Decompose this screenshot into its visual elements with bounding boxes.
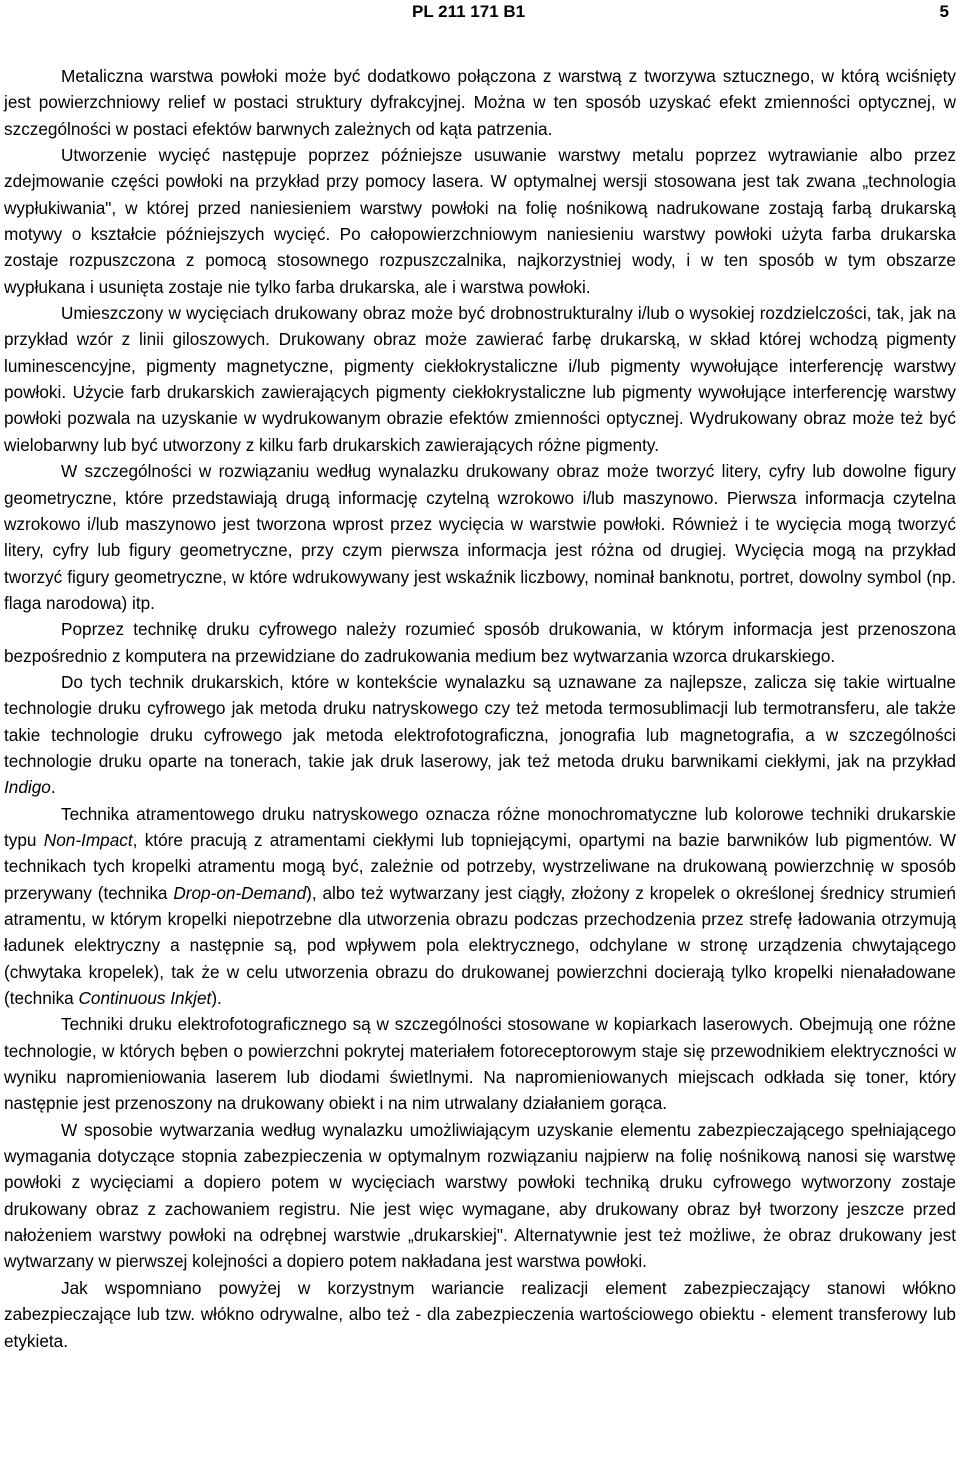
paragraph <box>4 63 956 142</box>
paragraph <box>4 669 956 801</box>
paragraph-text: Poprzez technikę druku cyfrowego należy rozumieć sposób drukowania, w którym informacja jest przenoszona bezpośrednio z komputera na przewidziane do zadrukowania medium bez wytwarzania wzorca drukarskiego. <box>4 619 956 666</box>
paragraph <box>4 1275 956 1354</box>
paragraph-text: Technika atramentowego druku natryskowego oznacza różne monochromatyczne lub kolorowe techniki drukarskie typu <box>4 803 956 850</box>
paragraph <box>4 1117 956 1275</box>
paragraph <box>4 300 956 458</box>
paragraph <box>4 616 956 669</box>
paragraph-text: ). <box>211 988 222 1009</box>
patent-document-id: PL 211 171 B1 <box>412 2 526 21</box>
paragraph-text: . <box>50 777 56 798</box>
paragraph-text: , które pracują z atramentami ciekłymi lub topniejącymi, opartymi na bazie barwników lub pigmentów. W technikach tych kropelki atramentu mogą być, zależnie od potrzeby, wystrzeliwane na drukowaną powierzchnię w sposób przerywany (technika <box>4 829 957 903</box>
paragraph <box>4 142 956 300</box>
paragraph-text: ), albo też wytwarzany jest ciągły, złożony z kropelek o określonej średnicy strumień atramentu, w którym kropelki niepotrzebne dla utworzenia obrazu podczas przechodzenia przez strefę ładowania otrzymują ładunek elektryczny a następnie są, pod wpływem pola elektrycznego, odchylane w stronę urządzenia chwytającego (chwytaka kropelek), tak że w celu utworzenia obrazu do drukowanej powierzchni docierają tylko kropelki nienaładowane (technika <box>4 882 956 1009</box>
body-text <box>4 63 956 1354</box>
paragraph-text: Do tych technik drukarskich, które w kontekście wynalazku są uznawane za najlepsze, zalicza się takie wirtualne technologie druku cyfrowego jak metoda druku natryskowego czy też metoda termosublimacji lub termotransferu, ale także takie technologie druku cyfrowego jak metoda elektrofotograficzna, jonografia lub magnetografia, a w szczególności technologie druku oparte na tonerach, takie jak druk laserowy, jak też metoda druku barwnikami ciekłymi, jak na przykład <box>4 671 956 771</box>
italic-term: Non-Impact <box>43 829 133 850</box>
italic-term: Continuous Inkjet <box>78 988 212 1009</box>
italic-term: Indigo <box>4 777 51 798</box>
paragraph-text: W szczególności w rozwiązaniu według wynalazku drukowany obraz może tworzyć litery, cyfry lub dowolne figury geometryczne, które przedstawiają drugą informację czytelną wzrokowo i/lub maszynowo. Pierwsza informacja czytelna wzrokowo i/lub maszynowo jest tworzona wprost przez wycięcia w warstwie powłoki. Również i te wycięcia mogą tworzyć litery, cyfry lub figury geometryczne, przy czym pierwsza informacja jest różna od drugiej. Wycięcia mogą na przykład tworzyć figury geometryczne, w które wdrukowywany jest wskaźnik liczbowy, nominał banknotu, portret, dowolny symbol (np. flaga narodowa) itp. <box>4 461 956 613</box>
paragraph-text: Umieszczony w wycięciach drukowany obraz może być drobnostrukturalny i/lub o wysokiej rozdzielczości, tak, jak na przykład wzór z linii giloszowych. Drukowany obraz może zawierać farbę drukarską, w skład której wchodzą pigmenty luminescencyjne, pigmenty magnetyczne, pigmenty ciekłokrystaliczne i/lub pigmenty wywołujące interferencję warstwy powłoki. Użycie farb drukarskich zawierających pigmenty ciekłokrystaliczne lub pigmenty wywołujące interferencję warstwy powłoki pozwala na uzyskanie w wydrukowanym obrazie efektów zmienności optycznej. Wydrukowany obraz może też być wielobarwny lub być utworzony z kilku farb drukarskich zawierających różne pigmenty. <box>4 303 956 455</box>
paragraph <box>4 458 956 616</box>
paragraph-text: Techniki druku elektrofotograficznego są w szczególności stosowane w kopiarkach laserowych. Obejmują one różne technologie, w których bęben o powierzchni pokrytej materiałem fotoreceptorowym staje się przewodnikiem elektryczności w wyniku napromieniowania laserem lub diodami świetlnymi. Na napromieniowanych miejscach odkłada się toner, który następnie jest przenoszony na drukowany obiekt i na nim utrwalany działaniem gorąca. <box>4 1014 956 1114</box>
italic-term: Drop-on-Demand <box>173 882 307 903</box>
paragraph-text: Jak wspomniano powyżej w korzystnym wariancie realizacji element zabezpieczający stanowi włókno zabezpieczające lub tzw. włókno odrywalne, albo też - dla zabezpieczenia wartościowego obiektu - element transferowy lub etykieta. <box>4 1277 956 1351</box>
page-number: 5 <box>939 2 949 21</box>
paragraph <box>4 801 956 1012</box>
paragraph <box>4 1011 956 1116</box>
paragraph-text: Metaliczna warstwa powłoki może być dodatkowo połączona z warstwą z tworzywa sztucznego, w którą wciśnięty jest powierzchniowy relief w postaci struktury dyfrakcyjnej. Można w ten sposób uzyskać efekt zmienności optycznej, w szczególności w postaci efektów barwnych zależnych od kąta patrzenia. <box>4 66 956 139</box>
paragraph-text: W sposobie wytwarzania według wynalazku umożliwiającym uzyskanie elementu zabezpieczającego spełniającego wymagania dotyczące stopnia zabezpieczenia w optymalnym rozwiązaniu najpierw na folię nośnikową nanosi się warstwę powłoki z wycięciami a dopiero potem w wycięciach warstwy powłoki techniką druku cyfrowego wytworzony zostaje drukowany obraz z zachowaniem registru. Nie jest więc wymagane, aby drukowany obraz był tworzony jeszcze przed nałożeniem warstwy powłoki na odrębnej warstwie „drukarskiej". Alternatywnie jest też możliwe, że obraz drukowany jest wytwarzany w pierwszej kolejności a dopiero potem nakładana jest warstwa powłoki. <box>4 1119 956 1272</box>
paragraph-text: Utworzenie wycięć następuje poprzez późniejsze usuwanie warstwy metalu poprzez wytrawianie albo przez zdejmowanie części powłoki na przykład przy pomocy lasera. W optymalnej wersji stosowana jest tak zwana „technologia wypłukiwania", w której przed naniesieniem warstwy powłoki na folię nośnikową nadrukowane zostają farbą drukarską motywy o kształcie późniejszych wycięć. Po całopowierzchniowym naniesieniu warstwy powłoki użyta farba drukarska zostaje rozpuszczona z pomocą stosownego rozpuszczalnika, najkorzystniej wody, i w ten sposób w tym obszarze wypłukana i usunięta zostaje nie tylko farba drukarska, ale i warstwa powłoki. <box>4 145 956 297</box>
page-header <box>0 0 960 30</box>
